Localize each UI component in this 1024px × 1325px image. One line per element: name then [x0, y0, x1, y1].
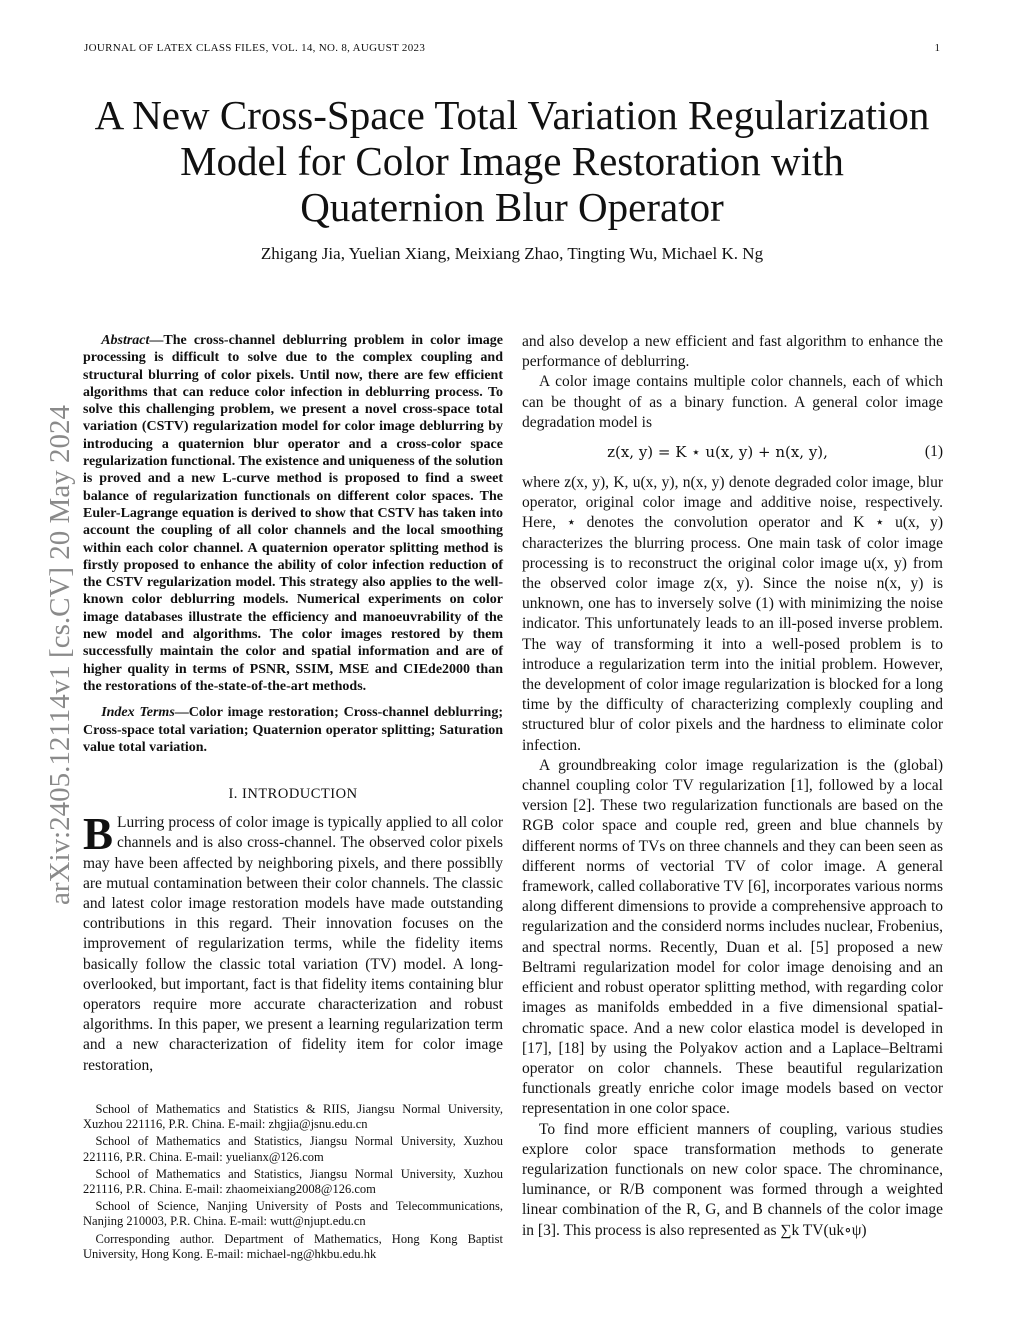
abstract — [83, 332, 503, 695]
left-column — [83, 332, 503, 1076]
abstract-text: —The cross-channel deblurring problem in color image processing is difficult to solve due to the complex coupling and structural blurring of color pixels. Until now, there are few efficient algorithms that can reduce color infection in deblurring process. To solve this challenging problem, we present a novel cross-space total variation (CSTV) regularization model for color image deblurring by introducing a quaternion blur operator and a cross-color space regularization functional. The existence and uniqueness of the solution is proved and a new L-curve method is proposed to find a sweet balance of regularization functionals on different color spaces. The Euler-Lagrange equation is derived to show that CSTV has taken into account the coupling of all color channels and the local smoothing within each color channel. A quaternion operator splitting method is firstly proposed to enhance the ability of color infection reduction of the CSTV regularization model. This strategy also applies to the well-known color deblurring models. Numerical experiments on color image databases illustrate the efficiency and manoeuvrability of the new model and algorithms. The color images restored by them successfully maintain the color and spatial information and are of higher quality in terms of PSNR, SSIM, MSE and CIEde2000 than the restorations of the-state-of-the-art methods. — [83, 333, 503, 694]
drop-cap: B — [83, 809, 114, 860]
paragraph: A color image contains multiple color channels, each of which can be thought of as a binary function. A general color image degradation model is — [522, 373, 943, 431]
running-header: JOURNAL OF LATEX CLASS FILES, VOL. 14, NO. 8, AUGUST 2023 — [84, 42, 426, 54]
paper-title — [60, 92, 964, 230]
footnote: School of Mathematics and Statistics, Jiangsu Normal University, Xuzhou 221116, P.R. China. E-mail: yuelianx@126.com — [83, 1134, 503, 1164]
intro-text: Lurring process of color image is typically applied to all color channels and is also cross-channel. The observed color pixels may have been affected by neighboring pixels, and there possiblly are mutual contamination between their color channels. The classic and latest color image restoration models have made outstanding contributions in this regard. Their innovation focuses on the improvement of regularization terms, while the fidelity items basically follow the classic total variation (TV) model. A long-overlooked, but important, fact is that fidelity items containing blur operators require more accurate characterization and robust algorithms. In this paper, we present a learning regularization term and a new characterization of fidelity item for color image restoration, — [83, 814, 503, 1074]
right-column — [522, 332, 943, 1241]
equation-body: z(x, y) = K ⋆ u(x, y) + n(x, y), — [607, 443, 828, 462]
title-line: A New Cross-Space Total Variation Regularization — [94, 92, 930, 138]
author-list: Zhigang Jia, Yuelian Xiang, Meixiang Zhao, Tingting Wu, Michael K. Ng — [260, 244, 764, 263]
footnote: Corresponding author. Department of Mathematics, Hong Kong Baptist University, Hong Kong. E-mail: michael-ng@hkbu.edu.hk — [83, 1231, 503, 1261]
section-heading-introduction: I. INTRODUCTION — [228, 786, 358, 803]
index-terms-label: Index Terms — [101, 705, 175, 721]
paragraph: where z(x, y), K, u(x, y), n(x, y) denote degraded color image, blur operator, original color image and additive noise, respectively. Here, ⋆ denotes the convolution operator and K ⋆ u(x, y) characterizes the blurring process. One main task of color image processing is to reconstruct the original color image u(x, y) from the observed color image z(x, y). Since the noise n(x, y) is unknown, one has to inversely solve (1) with minimizing the noise indicator. This unfortunately leads to an ill-posed inverse problem. The way of transforming it into a well-posed problem is to introduce a regularization term into the initial problem. However, the development of color image regularization is blocked for a long time by the difficulty of characterizing complexly coupling and structured blur of color pixels and the hardness to eliminate color infection. — [522, 474, 943, 754]
equation-number: (1) — [924, 443, 943, 461]
index-terms-text: —Color image restoration; Cross-channel deblurring; Cross-space total variation; Quaternion operator splitting; Saturation value total variation. — [83, 705, 504, 755]
intro-paragraph — [83, 809, 503, 1076]
index-terms — [83, 704, 503, 756]
footnote: School of Science, Nanjing University of Posts and Telecommunications, Nanjing 210003, P.R. China. E-mail: wutt@njupt.edu.cn — [83, 1199, 503, 1229]
paragraph: To find more efficient manners of coupling, various studies explore color space transformation methods to generate regularization functionals on new color space. The chrominance, luminance, or R/B component was formed through a weighted linear combination of the R, G, and B channels of the color image in [3]. This process is also represented as ∑k TV(uk∘ψ) — [522, 1120, 943, 1239]
arxiv-stamp: arXiv:2405.12114v1 [cs.CV] 20 May 2024 — [44, 405, 76, 905]
paragraph: A groundbreaking color image regularization is the (global) channel coupling color TV regularization [1], followed by a local version [2]. These two regularization functionals are based on the RGB color space and couple red, green and blue channels by different norms of TVs on three channels and they can been seen as different norms of vectorial TV of color image. A general framework, called collaborative TV [6], incorporates various norms along different dimensions to provide a comprehensive approach to regularization and the considerd norms includes nuclear, Frobenius, and spectral norms. Recently, Duan et al. [5] proposed a new Beltrami regularization model for color image denoising and an efficient and robust operator splitting method, with regarding color images as manifolds embedded in a five dimensional spatial-chromatic space. And a new color elastica model is developed in [17], [18] by using the Polyakov action and a Laplace–Beltrami operator on color channels. These beautiful regularization functionals greatly enriche color image models based on vector representation in one color space. — [522, 756, 943, 1118]
equation-1 — [522, 443, 943, 461]
title-line: Model for Color Image Restoration with — [180, 138, 844, 184]
affiliation-footnotes — [83, 1102, 503, 1264]
title-line: Quaternion Blur Operator — [300, 184, 724, 230]
page-number: 1 — [934, 42, 940, 54]
paragraph: and also develop a new efficient and fast algorithm to enhance the performance of deblurring. — [522, 333, 943, 371]
footnote: School of Mathematics and Statistics & RIIS, Jiangsu Normal University, Xuzhou 221116, P.R. China. E-mail: zhgjia@jsnu.edu.cn — [83, 1102, 503, 1132]
footnote: School of Mathematics and Statistics, Jiangsu Normal University, Xuzhou 221116, P.R. China. E-mail: zhaomeixiang2008@126.com — [83, 1166, 503, 1197]
abstract-label: Abstract — [101, 333, 150, 348]
